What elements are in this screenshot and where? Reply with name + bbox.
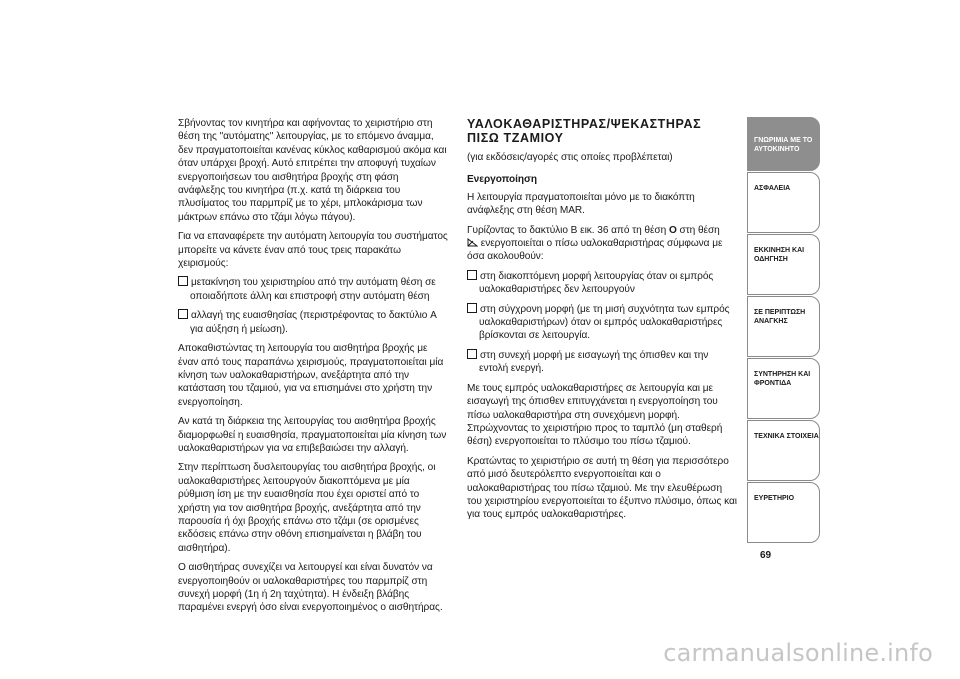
checkbox-bullet-icon	[467, 270, 477, 280]
tab-maintenance[interactable]: ΣΥΝΤΗΡΗΣΗ ΚΑΙ ΦΡΟΝΤΙΔΑ	[747, 358, 820, 419]
paragraph: Στην περίπτωση δυσλειτουργίας του αισθητήρα βροχής, οι υαλοκαθαριστήρες λειτουργούν διακοπτόμενα με μία ρύθμιση ίση με την ευαισθησία που έχει οριστεί από το χρήστη για τον αισθητήρα βροχής, ανεξάρτητα από την παρουσία ή όχι βροχής επάνω στο τζάμι (σε ορισμένες εκδόσεις επάνω στην οθόνη επισημαίνεται η βλάβη του αισθητήρα).	[178, 462, 436, 554]
list-item	[467, 349, 737, 376]
paragraph: Αποκαθιστώντας τη λειτουργία του αισθητήρα βροχής με έναν από τους παραπάνω χειρισμούς, πραγματοποιείται μία κίνηση των υαλοκαθαριστήρων, ανεξάρτητα από την κατάσταση του τζαμιού, για να επισημάνει στο χρήστη την ενεργοποίηση.	[178, 343, 444, 408]
paragraph: Αν κατά τη διάρκεια της λειτουργίας του αισθητήρα βροχής διαμορφωθεί η ευαισθησία, πραγματοποιείται μία κίνηση των υαλοκαθαριστήρων για να επιβεβαιώσει την αλλαγή.	[178, 416, 447, 454]
tab-getting-to-know[interactable]: ΓΝΩΡΙΜΙΑ ΜΕ ΤΟ ΑΥΤΟΚΙΝΗΤΟ	[747, 117, 820, 171]
section-subtitle: (για εκδόσεις/αγορές στις οποίες προβλέπεται)	[467, 152, 673, 163]
paragraph: Με τους εμπρός υαλοκαθαριστήρες σε λειτουργία και με εισαγωγή της όπισθεν επιτυγχάνεται η ενεργοποίηση του πίσω υαλοκαθαριστήρα στη συνεχόμενη μορφή. Σπρώχνοντας το χειριστήριο προς το ταμπλό (μη σταθερή θέση) ενεργοποιείται το πλύσιμο του πίσω τζαμιού.	[467, 382, 723, 448]
paragraph: Για να επαναφέρετε την αυτόματη λειτουργία του συστήματος μπορείτε να κάνετε έναν από τους τρεις παρακάτω χειρισμούς:	[178, 231, 448, 270]
checkbox-bullet-icon	[467, 349, 477, 359]
right-text-column	[467, 117, 737, 528]
position-o-symbol: O	[668, 224, 677, 236]
list-item-text: στη συνεχή μορφή με εισαγωγή της όπισθεν και την εντολή ενεργή.	[479, 349, 709, 375]
checkbox-bullet-icon	[467, 303, 477, 313]
tab-technical-data[interactable]: ΤΕΧΝΙΚΑ ΣΤΟΙΧΕΙΑ	[747, 420, 820, 481]
list-item-text: μετακίνηση του χειριστηρίου από την αυτόματη θέση σε οποιαδήποτε άλλη και επιστροφή στην αυτόματη θέση	[190, 277, 436, 302]
paragraph: Η λειτουργία πραγματοποιείται μόνο με το διακόπτη ανάφλεξης στη θέση MAR.	[467, 191, 695, 217]
tab-emergency[interactable]: ΣΕ ΠΕΡΙΠΤΩΣΗ ΑΝΑΓΚΗΣ	[747, 296, 820, 357]
text-run: Γυρίζοντας το δακτύλιο B εικ. 36 από τη θέση	[467, 224, 667, 236]
paragraph: Ο αισθητήρας συνεχίζει να λειτουργεί και είναι δυνατόν να ενεργοποιηθούν οι υαλοκαθαριστήρες του παρμπρίζ στη συνεχή μορφή (1η ή 2η ταχύτητα). Η ένδειξη βλάβης παραμένει ενεργή όσο είναι ενεργοποιημένος ο αισθητήρας.	[178, 562, 443, 614]
checkbox-bullet-icon	[178, 276, 188, 286]
tab-starting-driving[interactable]: ΕΚΚΙΝΗΣΗ ΚΑΙ ΟΔΗΓΗΣΗ	[747, 234, 820, 295]
list-item	[467, 270, 737, 297]
subheading: Ενεργοποίηση	[467, 174, 537, 186]
rear-wiper-icon	[467, 238, 478, 247]
list-item	[467, 303, 737, 343]
left-text-column	[178, 117, 448, 621]
watermark: carmanualsonline.info	[663, 639, 933, 667]
list-item	[178, 276, 448, 303]
paragraph	[467, 224, 737, 264]
tab-index[interactable]: ΕΥΡΕΤΗΡΙΟ	[747, 482, 820, 543]
paragraph: Σβήνοντας τον κινητήρα και αφήνοντας το χειριστήριο στη θέση της "αυτόματης" λειτουργίας, με το επόμενο άναμμα, δεν πραγματοποιείται κανένας κύκλος καθαρισμού ακόμα και όταν υπάρχει βροχή. Αυτό επιτρέπει την αποφυγή τυχαίων ενεργοποιήσεων του αισθητήρα βροχής στη φάση ανάφλεξης του κινητήρα (π.χ. κατά τη διάρκεια του πλυσίματος του παρμπρίζ με το χέρι, μπλοκάρισμα των μάκτρων επάνω στο τζάμι λόγω πάγου).	[178, 118, 447, 223]
list-item-text: αλλαγή της ευαισθησίας (περιστρέφοντας το δακτύλιο A για αύξηση ή μείωση).	[190, 310, 437, 335]
checkbox-bullet-icon	[178, 309, 188, 319]
chapter-tabs	[747, 117, 820, 544]
paragraph: Κρατώντας το χειριστήριο σε αυτή τη θέση για περισσότερο από μισό δευτερόλεπτο ενεργοποιείται και ο υαλοκαθαριστήρας του πίσω τζαμιού. Με την ελευθέρωση του χειριστηρίου ενεργοποιείται το έξυπνο πλύσιμο, όπως και για τους εμπρός υαλοκαθαριστήρες.	[467, 455, 737, 521]
tab-safety[interactable]: ΑΣΦΑΛΕΙΑ	[747, 172, 820, 233]
text-run: ενεργοποιείται ο πίσω υαλοκαθαριστήρας σύμφωνα με όσα ακολουθούν:	[467, 238, 723, 263]
page-number: 69	[760, 550, 772, 561]
list-item-text: στη σύγχρονη μορφή (με τη μισή συχνότητα των εμπρός υαλοκαθαριστήρων) όταν οι εμπρός υαλοκαθαριστήρες βρίσκονται σε λειτουργία.	[479, 303, 730, 342]
section-title: ΥΑΛΟΚΑΘΑΡΙΣΤΗΡΑΣ/ΨΕΚΑΣΤΗΡΑΣ ΠΙΣΩ ΤΖΑΜΙΟΥ	[467, 117, 702, 145]
list-item-text: στη διακοπτόμενη μορφή λειτουργίας όταν οι εμπρός υαλοκαθαριστήρες δεν λειτουργούν	[479, 270, 714, 296]
list-item	[178, 309, 448, 336]
text-run: στη θέση	[679, 224, 720, 236]
